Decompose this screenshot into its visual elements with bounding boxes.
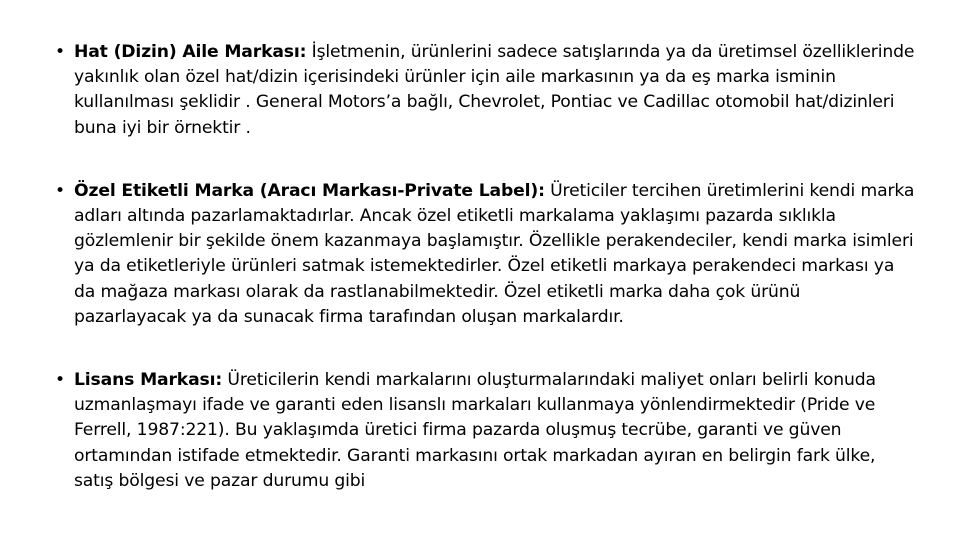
bullet-item-private-label	[55, 179, 915, 330]
bullet-term: Lisans Markası:	[74, 370, 223, 391]
bullet-marker: •	[55, 370, 65, 391]
bullet-term: Özel Etiketli Marka (Aracı Markası-Private Label):	[74, 180, 545, 201]
bullet-marker: •	[55, 180, 65, 201]
bullet-text: Üreticiler tercihen üretimlerini kendi marka adları altında pazarlamaktadırlar. Ancak özel etiketli markalama yaklaşımı pazarda sıklıkla gözlemlenir bir şekilde önem kazanmaya başlamıştır. Özellikle perakendeciler, kendi marka isimleri ya da etiketleriyle ürünleri satmak istemektedirler. Özel etiketli markaya perakendeci markası ya da mağaza markası olarak da rastlanabilmektedir. Özel etiketli marka daha çok ürünü pazarlayacak ya da sunacak firma tarafından oluşan markalardır.	[74, 180, 915, 327]
bullet-term: Hat (Dizin) Aile Markası:	[74, 42, 307, 62]
bullet-item-license-brand	[55, 368, 915, 494]
bullet-text: Üreticilerin kendi markalarını oluşturmalarındaki maliyet onları belirli konuda uzmanlaşmayı ifade ve garanti eden lisanslı markaları kullanmaya yönlendirmektedir (Pride ve Ferrell, 1987:221). Bu yaklaşımda üretici firma pazarda oluşmuş tecrübe, garanti ve güven ortamından istifade etmektedir. Garanti markasını ortak markadan ayıran en belirgin fark ülke, satış bölgesi ve pazar durumu gibi	[74, 370, 876, 491]
bullet-item-family-brand	[55, 40, 915, 141]
bullet-marker: •	[55, 42, 65, 62]
bullet-list	[55, 40, 915, 494]
bullet-text: İşletmenin, ürünlerini sadece satışlarında ya da üretimsel özelliklerinde yakınlık olan özel hat/dizin içerisindeki ürünler için aile markasının ya da eş marka isminin kullanılması şeklidir . General Motors’a bağlı, Chevrolet, Pontiac ve Cadillac otomobil hat/dizinleri buna iyi bir örnektir .	[74, 42, 915, 138]
